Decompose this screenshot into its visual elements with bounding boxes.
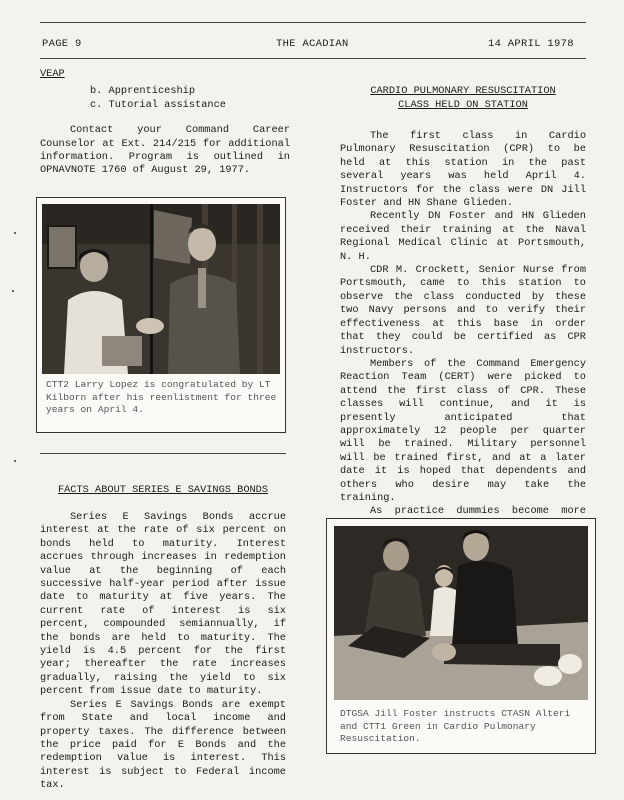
issue-date: 14 APRIL 1978 <box>488 38 574 50</box>
left-column-bonds <box>40 483 286 793</box>
list-item: b. Apprenticeship <box>90 85 196 98</box>
right-column <box>340 84 586 559</box>
reenlistment-photo <box>42 204 280 374</box>
reenlistment-caption: CTT2 Larry Lopez is congratulated by LT Kilborn after his reenlistment for three years on April 4. <box>46 379 277 416</box>
header-rule <box>40 58 586 59</box>
margin-mark <box>12 290 14 292</box>
cutoff-heading: VEAP <box>40 68 65 80</box>
top-rule <box>40 22 586 23</box>
page-number: PAGE 9 <box>42 38 82 50</box>
margin-mark <box>14 232 16 234</box>
contact-paragraph: Contact your Command Career Counselor at Ext. 214/215 for additional information. Program is outlined in OPNAVNOTE 1760 of August 29, 1977. <box>40 124 290 177</box>
bonds-paragraph: Series E Savings Bonds are exempt from State and local income and property taxes. The difference between the price paid for E Bonds and the redemption value is interest. This interest is subject to Federal income tax. <box>40 698 286 792</box>
cpr-caption: DTGSA Jill Foster instructs CTASN Alteri and CTT1 Green in Cardio Pulmonary Resuscitation. <box>340 708 571 745</box>
bonds-heading: FACTS ABOUT SERIES E SAVINGS BONDS <box>57 484 269 496</box>
margin-mark <box>14 460 16 462</box>
cpr-paragraph: The first class in Cardio Pulmonary Resuscitation (CPR) to be held at this station in the past several years was held April 4. Instructors for the class were DN Jill Foster and HN Shane Glieden. <box>340 130 586 210</box>
reenlistment-photo-image <box>42 204 280 374</box>
cpr-heading-line1: CARDIO PULMONARY RESUSCITATION <box>370 85 556 97</box>
cpr-photo-image <box>334 526 588 700</box>
cpr-paragraph: Recently DN Foster and HN Glieden received their training at the Naval Regional Medical Clinic at Portsmouth, N. H. <box>340 210 586 263</box>
cpr-paragraph: Members of the Command Emergency Reaction Team (CERT) were picked to attend the first class of CPR. These classes will continue, and it is presently anticipated that approximately 12 people per quarter will be trained. Military personnel will be trained first, and at a later date it is hoped that dependents and others who desire may take the training. <box>340 357 586 504</box>
cpr-paragraph: CDR M. Crockett, Senior Nurse from Portsmouth, came to this station to observe the class conducted by these two Navy persons and to verify their effectiveness at this base in order that they could be certified as CPR instructors. <box>340 264 586 357</box>
cpr-heading-line2: CLASS HELD ON STATION <box>398 99 528 111</box>
section-rule <box>40 453 286 454</box>
publication-title: THE ACADIAN <box>276 38 349 50</box>
cpr-photo <box>334 526 588 700</box>
program-list <box>90 85 290 112</box>
cpr-paragraph: As practice dummies become more <box>370 505 586 518</box>
list-item: c. Tutorial assistance <box>90 98 226 111</box>
bonds-paragraph: Series E Savings Bonds accrue interest at the rate of six percent on bonds held to maturity. Interest accrues through increases in redemption value at the beginning of each successive half-year period after issue date to maturity at five years. The current rate of interest is six percent, compounded semiannually, if the bonds are held to maturity. The yield is 4.5 percent for the first year; thereafter the rate increases gradually, raising the yield to six percent from issue date to maturity. <box>40 511 286 698</box>
left-column-top <box>40 68 290 178</box>
